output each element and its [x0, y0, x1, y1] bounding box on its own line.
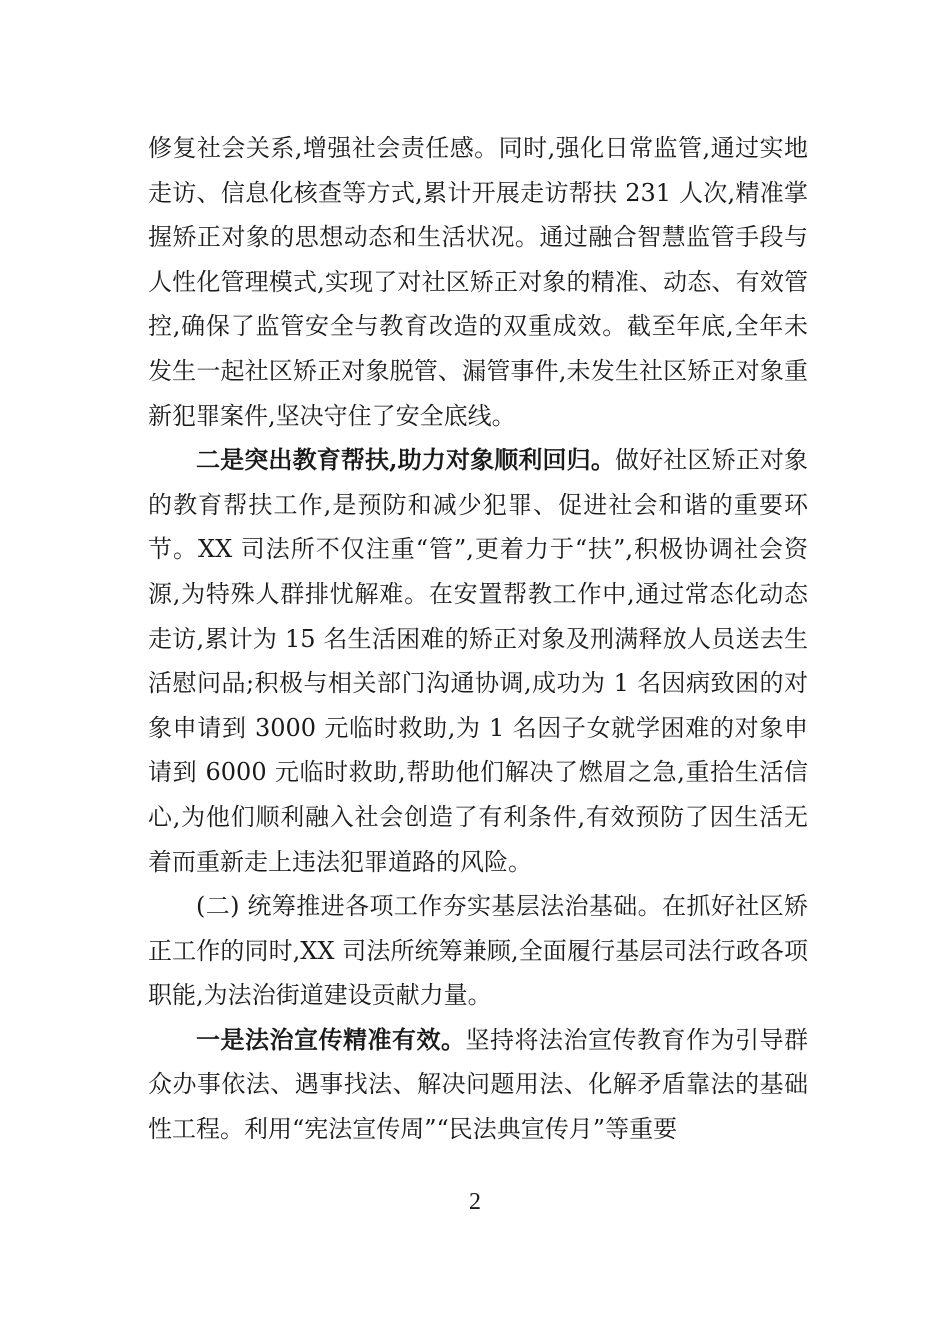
paragraph-2-text: 做好社区矫正对象的教育帮扶工作,是预防和减少犯罪、促进社会和谐的重要环节。XX 司法所不仅注重“管”,更着力于“扶”,积极协调社会资源,为特殊人群排忧解难。在安置帮教工作中,通过常态化动态走访,累计为 15 名生活困难的矫正对象及刑满释放人员送去生活慰问品;积极与相关部门沟通协调,成功为 1 名因病致困的对象申请到 3000 元临时救助,为 1 名因子女就学困难的对象申请到 6000 元临时救助,帮助他们解决了燃眉之急,重拾生活信心,为他们顺利融入社会创造了有利条件,有效预防了因生活无着而重新走上违法犯罪道路的风险。 — [148, 446, 809, 876]
paragraph-2 — [148, 438, 808, 884]
page-number: 2 — [469, 1189, 481, 1215]
paragraph-1-text: 修复社会关系,增强社会责任感。同时,强化日常监管,通过实地走访、信息化核查等方式,累计开展走访帮扶 231 人次,精准掌握矫正对象的思想动态和生活状况。通过融合智慧监管手段与人性化管理模式,实现了对社区矫正对象的精准、动态、有效管控,确保了监管安全与教育改造的双重成效。截至年底,全年未发生一起社区矫正对象脱管、漏管事件,未发生社区矫正对象重新犯罪案件,坚决守住了安全底线。 — [148, 134, 808, 430]
paragraph-1 — [148, 126, 808, 438]
paragraph-4 — [148, 1018, 808, 1152]
paragraph-3 — [148, 884, 808, 1018]
body-text — [148, 126, 808, 1152]
paragraph-3-text: (二) 统筹推进各项工作夯实基层法治基础。在抓好社区矫正工作的同时,XX 司法所统筹兼顾,全面履行基层司法行政各项职能,为法治街道建设贡献力量。 — [148, 892, 808, 1010]
paragraph-4-text: 坚持将法治宣传教育作为引导群众办事依法、遇事找法、解决问题用法、化解矛盾靠法的基础性工程。利用“宪法宣传周”“民法典宣传月”等重要 — [148, 1025, 808, 1144]
paragraph-2-heading: 二是突出教育帮扶,助力对象顺利回归。 — [196, 445, 615, 475]
paragraph-4-heading: 一是法治宣传精准有效。 — [196, 1024, 466, 1054]
